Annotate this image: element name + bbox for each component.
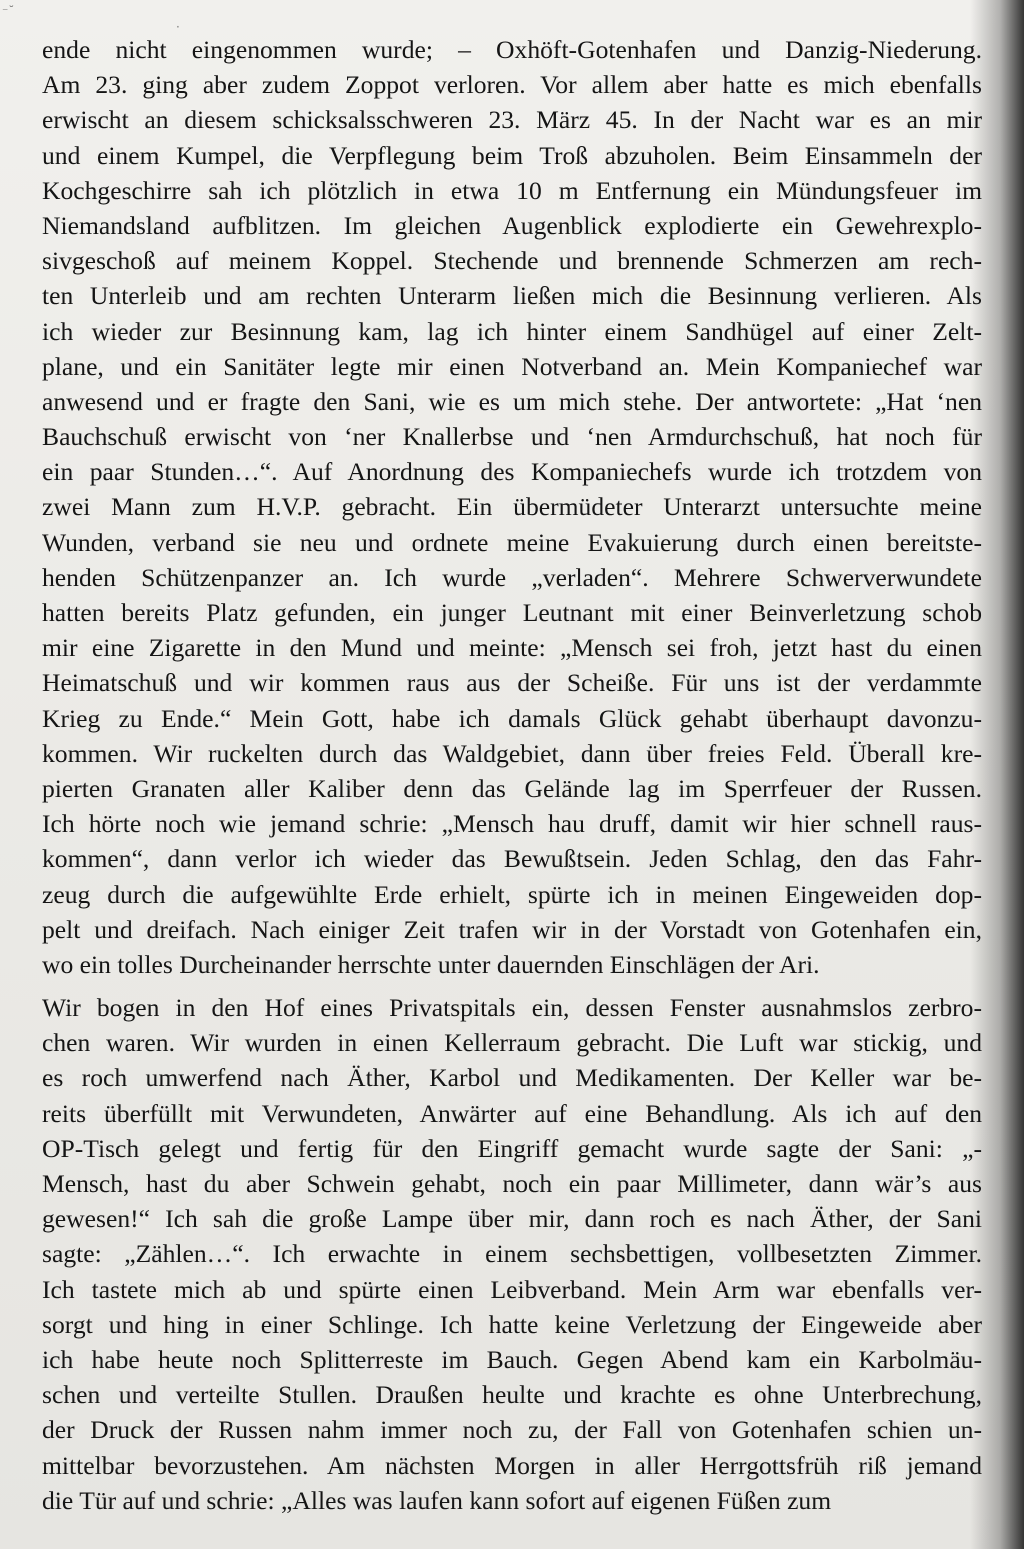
text-line: ten Unterleib und am rechten Unterarm ließen mich die Besinnung verlieren. Als [42, 281, 982, 311]
text-line: sivgeschoß auf meinem Koppel. Stechende und brennende Schmerzen am rech- [42, 246, 982, 276]
text-line: anwesend und er fragte den Sani, wie es um mich stehe. Der antwortete: „Hat ‘nen [42, 386, 982, 416]
text-line: zeug durch die aufgewühlte Erde erhielt, spürte ich in meinen Eingeweiden dop- [42, 879, 982, 909]
text-line: Ich tastete mich ab und spürte einen Leibverband. Mein Arm war ebenfalls ver- [42, 1274, 982, 1304]
paragraph [42, 32, 982, 982]
paragraph-gap [42, 982, 982, 990]
text-line: Ich hörte noch wie jemand schrie: „Mensch hau druff, damit wir hier schnell raus- [42, 809, 982, 839]
text-line: Krieg zu Ende.“ Mein Gott, habe ich damals Glück gehabt überhaupt davonzu- [42, 703, 982, 733]
text-line: die Tür auf und schrie: „Alles was laufen kann sofort auf eigenen Füßen zum [42, 1485, 832, 1515]
paragraph [42, 990, 982, 1518]
text-line: mir eine Zigarette in den Mund und meinte: „Mensch sei froh, jetzt hast du einen [42, 633, 982, 663]
text-line: ich habe heute noch Splitterreste im Bauch. Gegen Abend kam ein Karbolmäu- [42, 1344, 982, 1374]
text-line: Am 23. ging aber zudem Zoppot verloren. Vor allem aber hatte es mich ebenfalls [42, 70, 982, 100]
text-line: zwei Mann zum H.V.P. gebracht. Ein übermüdeter Unterarzt untersuchte meine [42, 492, 982, 522]
text-line: ein paar Stunden…“. Auf Anordnung des Kompaniechefs wurde ich trotzdem von [42, 457, 982, 487]
text-line: ich wieder zur Besinnung kam, lag ich hinter einem Sandhügel auf einer Zelt- [42, 316, 982, 346]
text-line: schen und verteilte Stullen. Draußen heulte und krachte es ohne Unterbrechung, [42, 1380, 982, 1410]
scan-speck: ⁻˘ [2, 4, 15, 18]
text-line: gewesen!“ Ich sah die große Lampe über mir, dann roch es nach Äther, der Sani [42, 1204, 982, 1234]
text-line: Wunden, verband sie neu und ordnete meine Evakuierung durch einen bereitste- [42, 527, 982, 557]
text-line: sagte: „Zählen…“. Ich erwachte in einem sechsbettigen, vollbesetzten Zimmer. [42, 1239, 982, 1269]
text-line: der Druck der Russen nahm immer noch zu, der Fall von Gotenhafen schien un- [42, 1415, 982, 1445]
scan-speck: · [176, 20, 180, 34]
text-line: chen waren. Wir wurden in einen Kellerraum gebracht. Die Luft war stickig, und [42, 1028, 982, 1058]
page-body-text [42, 32, 982, 1518]
text-line: Kochgeschirre sah ich plötzlich in etwa 10 m Entfernung ein Mündungsfeuer im [42, 175, 982, 205]
text-line: pelt und dreifach. Nach einiger Zeit trafen wir in der Vorstadt von Gotenhafen ein, [42, 914, 982, 944]
text-line: ende nicht eingenommen wurde; – Oxhöft-Gotenhafen und Danzig-Niederung. [42, 35, 982, 64]
text-line: Heimatschuß und wir kommen raus aus der Scheiße. Für uns ist der verdammte [42, 668, 982, 698]
text-line: plane, und ein Sanitäter legte mir einen Notverband an. Mein Kompaniechef war [42, 351, 982, 381]
text-line: reits überfüllt mit Verwundeten, Anwärter auf eine Behandlung. Als ich auf den [42, 1098, 982, 1128]
text-line: Mensch, hast du aber Schwein gehabt, noch ein paar Millimeter, dann wär’s aus [42, 1169, 982, 1198]
text-line: pierten Granaten aller Kaliber denn das Gelände lag im Sperrfeuer der Russen. [42, 773, 982, 803]
text-line: kommen. Wir ruckelten durch das Waldgebiet, dann über freies Feld. Überall kre- [42, 738, 982, 768]
text-line: hatten bereits Platz gefunden, ein junger Leutnant mit einer Beinverletzung schob [42, 598, 982, 627]
text-line: kommen“, dann verlor ich wieder das Bewußtsein. Jeden Schlag, den das Fahr- [42, 844, 982, 874]
text-line: erwischt an diesem schicksalsschweren 23. März 45. In der Nacht war es an mir [42, 105, 982, 135]
text-line: Bauchschuß erwischt von ‘ner Knallerbse und ‘nen Armdurchschuß, hat noch für [42, 422, 982, 452]
text-line: Niemandsland aufblitzen. Im gleichen Augenblick explodierte ein Gewehrexplo- [42, 210, 982, 240]
text-line: und einem Kumpel, die Verpflegung beim Troß abzuholen. Beim Einsammeln der [42, 140, 982, 170]
text-line: sorgt und hing in einer Schlinge. Ich hatte keine Verletzung der Eingeweide aber [42, 1309, 982, 1339]
text-line: wo ein tolles Durcheinander herrschte unter dauernden Einschlägen der Ari. [42, 949, 820, 979]
text-line: es roch umwerfend nach Äther, Karbol und Medikamenten. Der Keller war be- [42, 1063, 982, 1093]
text-line: OP-Tisch gelegt und fertig für den Eingriff gemacht wurde sagte der Sani: „- [42, 1133, 982, 1163]
text-line: mittelbar bevorzustehen. Am nächsten Morgen in aller Herrgottsfrüh riß jemand [42, 1450, 982, 1480]
text-line: Wir bogen in den Hof eines Privatspitals ein, dessen Fenster ausnahmslos zerbro- [42, 993, 982, 1023]
text-line: henden Schützenpanzer an. Ich wurde „verladen“. Mehrere Schwerverwundete [42, 562, 982, 592]
